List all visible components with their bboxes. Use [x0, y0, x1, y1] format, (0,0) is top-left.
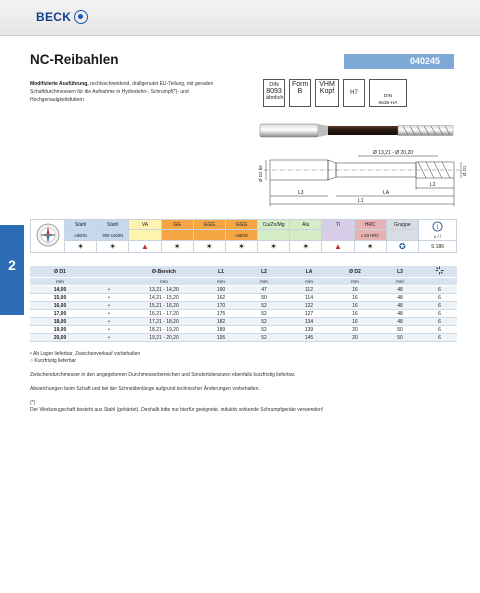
- unit-teeth: [422, 278, 457, 286]
- unit-stock: [90, 278, 128, 286]
- table-cell: 6: [422, 302, 457, 310]
- mat-sub-steel-1: ≤900N: [65, 230, 97, 241]
- mat-head-va: VA: [129, 220, 161, 230]
- technical-drawing: [258, 148, 468, 216]
- table-cell: 47: [242, 286, 286, 294]
- table-cell: 20: [332, 334, 378, 342]
- brand-logo-icon: [74, 10, 88, 24]
- notes-section: [30, 351, 470, 414]
- table-cell: 52: [242, 302, 286, 310]
- table-cell: 182: [200, 318, 242, 326]
- table-cell: 16: [332, 286, 378, 294]
- table-cell: 48: [378, 286, 422, 294]
- info-icon[interactable]: [432, 221, 443, 232]
- mat-mark-ti: [322, 241, 354, 253]
- table-cell: 170: [200, 302, 242, 310]
- table-cell: 162: [200, 294, 242, 302]
- warning-icon: ▲: [334, 242, 342, 251]
- standards-badges: [263, 79, 407, 107]
- mat-mark-va: [129, 241, 161, 253]
- table-cell: 50: [242, 294, 286, 302]
- col-l1: L1: [200, 266, 242, 278]
- din-6535-badge: DIN 6535-HA: [369, 79, 407, 107]
- mat-mark-cuznmg: ✶: [258, 241, 290, 253]
- article-number: 040245: [344, 54, 454, 69]
- table-cell: 20: [332, 326, 378, 334]
- mat-sub-gruppe: [386, 230, 418, 241]
- warning-icon: ▲: [140, 242, 149, 251]
- diameter-range-label: Ø 13,21 - Ø 20,20: [373, 150, 414, 156]
- note-intermediate-diameters: Zwischendurchmesser in den angegebenen Durchmesserbereichen und Sondertoleranzen ebenfalls kurzfristig lieferbar.: [30, 372, 296, 378]
- l3-label: L3: [298, 190, 304, 196]
- legend-stock: • Ab Lager lieferbar, Zwischenverkauf vorbehalten: [30, 351, 141, 357]
- table-cell: 48: [378, 302, 422, 310]
- mat-mark-alu: ✶: [290, 241, 322, 253]
- table-cell: 48: [378, 310, 422, 318]
- table-cell: •: [90, 302, 128, 310]
- svg-text:i: i: [436, 223, 439, 231]
- table-cell: 48: [378, 318, 422, 326]
- table-cell: 6: [422, 310, 457, 318]
- mat-head-ti: Ti: [322, 220, 354, 230]
- table-cell: 16: [332, 302, 378, 310]
- col-la: LA: [286, 266, 332, 278]
- table-cell: 16,21 - 17,20: [128, 310, 200, 318]
- note-deviations: Abweichungen beim Schaft und bei der Schneidenlänge aufgrund technischer Änderungen vorbehalten.: [30, 386, 260, 392]
- table-row[interactable]: [30, 334, 457, 342]
- table-cell: 48: [378, 294, 422, 302]
- table-cell: 16,00: [30, 302, 90, 310]
- table-cell: 6: [422, 326, 457, 334]
- mat-mark-gruppe: [386, 241, 418, 253]
- mat-mark-ggg-2: ✶: [225, 241, 257, 253]
- table-cell: 50: [378, 326, 422, 334]
- table-cell: •: [90, 326, 128, 334]
- col-l3: L3: [378, 266, 422, 278]
- table-cell: 50: [378, 334, 422, 342]
- mat-mark-ggg-1: ✶: [193, 241, 225, 253]
- table-cell: 189: [200, 326, 242, 334]
- product-description: [30, 80, 240, 104]
- table-cell: 175: [200, 310, 242, 318]
- info-icon-cell[interactable]: [419, 220, 457, 241]
- mat-sub-ggg-2: ≥600N: [225, 230, 257, 241]
- col-teeth: [422, 266, 457, 278]
- mat-sub-alu: [290, 230, 322, 241]
- mat-head-cuznmg: Cu/Zn/Mg: [258, 220, 290, 230]
- table-cell: •: [90, 286, 128, 294]
- beck-logo: [36, 10, 88, 24]
- mat-head-gg: GG: [161, 220, 193, 230]
- info-page-ref[interactable]: S 186: [419, 241, 457, 253]
- col-d2: Ø D2: [332, 266, 378, 278]
- table-cell: 52: [242, 334, 286, 342]
- mat-sub-ti: [322, 230, 354, 241]
- mat-sub-steel-2: 900-1400N: [97, 230, 129, 241]
- table-cell: 6: [422, 334, 457, 342]
- unit-range: mm: [128, 278, 200, 286]
- table-row[interactable]: [30, 302, 457, 310]
- page-header: [0, 0, 480, 36]
- mat-mark-steel-2: ✶: [97, 241, 129, 253]
- compass-icon-cell: [31, 220, 65, 253]
- mat-sub-va: [129, 230, 161, 241]
- note-shrink-fit: Der Werkzeugschaft besteht aus Stahl (gehärtet). Deshalb bitte nur hierfür geeignete, induktiv wirkende Schrumpfgeräte verwenden!: [30, 407, 324, 413]
- mat-mark-steel-1: ✶: [65, 241, 97, 253]
- table-cell: 15,00: [30, 294, 90, 302]
- table-row[interactable]: [30, 286, 457, 294]
- mat-sub-gg: [161, 230, 193, 241]
- col-range: Ø-Bereich: [128, 266, 200, 278]
- mat-head-gruppe: Gruppe: [386, 220, 418, 230]
- mat-head-ggg-1: GGG: [193, 220, 225, 230]
- chapter-tab-number: 2: [8, 257, 16, 273]
- din-8093-badge: DIN 8093 ähnlich: [263, 79, 285, 107]
- table-row[interactable]: [30, 318, 457, 326]
- mat-mark-gg: ✶: [161, 241, 193, 253]
- table-cell: 134: [286, 318, 332, 326]
- table-row[interactable]: [30, 326, 457, 334]
- teeth-icon: [435, 266, 444, 275]
- table-cell: 122: [286, 302, 332, 310]
- table-cell: 17,21 - 18,20: [128, 318, 200, 326]
- page-title: NC-Reibahlen: [30, 52, 119, 67]
- description-text: rechtsschneidend, drallgenutet EU-Teilung, mit geraden Schaftdurchmessern für die Aufnahme in Hydrodehn-, Schrumpf(*)- und Hochgenauigkeitsfuttern: [30, 81, 214, 103]
- materials-table: [30, 219, 457, 253]
- table-cell: •: [90, 318, 128, 326]
- table-cell: 20,00: [30, 334, 90, 342]
- mat-head-alu: Alu: [290, 220, 322, 230]
- l1-label: L1: [358, 198, 364, 204]
- reamer-photo: [258, 119, 458, 143]
- table-cell: •: [90, 310, 128, 318]
- la-label: LA: [383, 190, 390, 196]
- unit-d1: mm: [30, 278, 90, 286]
- table-cell: 52: [242, 310, 286, 318]
- mat-sub-hrc: ≤ 63 HRC: [354, 230, 386, 241]
- table-cell: 14,00: [30, 286, 90, 294]
- form-b-badge: Form B: [289, 79, 311, 107]
- table-cell: 18,00: [30, 318, 90, 326]
- table-cell: 195: [200, 334, 242, 342]
- table-cell: 6: [422, 294, 457, 302]
- table-cell: 18,21 - 19,20: [128, 326, 200, 334]
- table-cell: 14,21 - 15,20: [128, 294, 200, 302]
- table-cell: •: [90, 294, 128, 302]
- unit-l1: mm: [200, 278, 242, 286]
- table-cell: 139: [286, 326, 332, 334]
- table-row[interactable]: [30, 310, 457, 318]
- unit-l3: mm: [378, 278, 422, 286]
- compass-icon: [35, 222, 61, 248]
- d2-label: Ø D2 h6: [258, 165, 263, 182]
- d1-label: Ø D1: [462, 165, 467, 176]
- legend-short-term: ○ Kurzfristig lieferbar: [30, 358, 77, 364]
- mat-mark-hrc: ✶: [354, 241, 386, 253]
- table-cell: 16: [332, 294, 378, 302]
- tolerance-badge: H7: [343, 79, 365, 107]
- table-cell: 15,21 - 16,20: [128, 302, 200, 310]
- unit-l2: mm: [242, 278, 286, 286]
- description-lead: Modifizierte Ausführung,: [30, 81, 89, 87]
- info-sub: ≤ / /: [434, 234, 441, 239]
- mat-sub-ggg-1: [193, 230, 225, 241]
- table-cell: 16: [332, 310, 378, 318]
- table-cell: 145: [286, 334, 332, 342]
- table-cell: 127: [286, 310, 332, 318]
- dimensions-table: [30, 266, 457, 342]
- table-cell: •: [90, 334, 128, 342]
- vhm-kopf-badge: VHM Kopf: [315, 79, 339, 107]
- col-stock: [90, 266, 128, 278]
- table-cell: 6: [422, 318, 457, 326]
- note-asterisk-label: (*): [30, 400, 36, 406]
- table-cell: 6: [422, 286, 457, 294]
- mat-head-hrc: HRC: [354, 220, 386, 230]
- mat-head-steel-2: Stahl: [97, 220, 129, 230]
- table-cell: 52: [242, 318, 286, 326]
- table-cell: 19,00: [30, 326, 90, 334]
- table-cell: 160: [200, 286, 242, 294]
- unit-d2: mm: [332, 278, 378, 286]
- table-cell: 16: [332, 318, 378, 326]
- table-cell: 17,00: [30, 310, 90, 318]
- table-row[interactable]: [30, 294, 457, 302]
- mat-head-ggg-2: GGG: [225, 220, 257, 230]
- col-l2: L2: [242, 266, 286, 278]
- mat-sub-cuznmg: [258, 230, 290, 241]
- table-cell: 52: [242, 326, 286, 334]
- unit-la: mm: [286, 278, 332, 286]
- mat-head-steel-1: Stahl: [65, 220, 97, 230]
- brand-name: BECK: [36, 10, 72, 24]
- table-cell: 19,21 - 20,20: [128, 334, 200, 342]
- l2-label: L2: [430, 182, 436, 188]
- settings-icon: ✪: [399, 242, 406, 251]
- table-cell: 112: [286, 286, 332, 294]
- col-d1: Ø D1: [30, 266, 90, 278]
- table-cell: 13,21 - 14,20: [128, 286, 200, 294]
- table-cell: 114: [286, 294, 332, 302]
